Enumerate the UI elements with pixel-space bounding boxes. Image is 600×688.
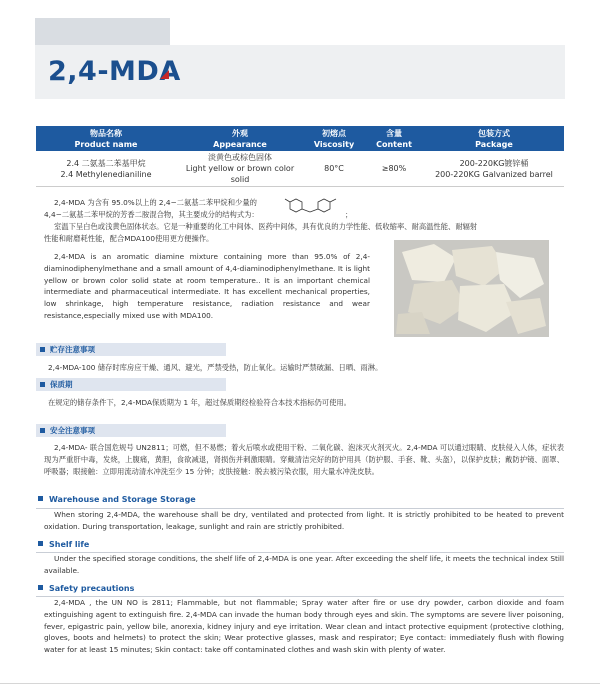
section-safety-cn-header: 安全注意事项 — [36, 424, 226, 437]
section-square-icon — [38, 541, 43, 546]
cell-product-name: 2.4 二氨基二苯基甲烷 2.4 Methylenedianiline — [36, 151, 176, 187]
cell-content: ≥80% — [364, 151, 424, 187]
section-square-icon — [38, 496, 43, 501]
header-product-name: 物品名称 Product name — [36, 126, 176, 151]
section-square-icon — [40, 428, 45, 433]
header-content: 含量 Content — [364, 126, 424, 151]
section-safety-en-text: 2,4-MDA , the UN NO is 2811; Flammable, but not flammable; Spray water after fire or use dry powder, carbon dioxide and foam extinguishing agent to extinguish fire. 2,4-MDA can invade the human body through eyes and skin. The symptoms are severe liver poisoning, fever, epigastric pain, yellow bile, anorexia, kidney injury and eye irritation. Wear clean and intact protective equipment (protective clothing, gloves, boots and helmets) to protect the skin; Wear protective glasses, mask and respirator; Eye contact: immediately flush with flowing water for at least 15 minutes; Skin contact: take off contaminated clothes and wash skin with plenty of water. — [44, 598, 564, 655]
section-storage-en-text: When storing 2,4-MDA, the warehouse shall be dry, ventilated and protected from light. It is strictly prohibited to be heated to prevent oxidation. During transportation, leakage, sunlight and rain are strictly prohibited. — [44, 510, 564, 531]
intro-cn-line-2-end: ； — [345, 210, 353, 219]
intro-cn-line-2: 4,4−二氨基二苯甲烷的芳香二胺混合物，其主要成分的结构式为： — [44, 210, 259, 219]
footer-line — [0, 683, 600, 684]
cell-appearance: 淡黄色或棕色固体 Light yellow or brown color solid — [176, 151, 304, 187]
product-photo — [394, 240, 549, 337]
section-storage-en-header: Warehouse and Storage Storage — [38, 494, 196, 506]
table-header-row — [36, 126, 564, 151]
table-row — [36, 151, 564, 187]
intro-en: 2,4-MDA is an aromatic diamine mixture containing more than 95.0% of 2,4-diaminodiphenylmethane and a small amount of 4,4-diaminodiphenylmethane. It is light yellow or brown color solid state at room temperature.. It is an important chemical intermediate and pharmaceutical intermediate. It has excellent mechanical properties, low shrinkage, high temperature resistance, radiation resistance and wear resistance,especially mixed use with MDA100. — [44, 252, 370, 320]
intro-cn-line-1: 2,4-MDA 为含有 95.0%以上的 2,4−二氨基二苯甲烷和少量的 — [54, 198, 257, 207]
page-title: 2,4-MDA — [48, 56, 181, 87]
intro-cn-line-4: 性能和耐磨耗性能，配合MDA100使用更方便操作。 — [44, 234, 214, 243]
header-package: 包装方式 Package — [424, 126, 564, 151]
section-shelf-en-header: Shelf life — [38, 539, 89, 551]
cell-viscosity: 80°C — [304, 151, 364, 187]
spec-table — [36, 126, 564, 187]
section-storage-cn-text: 2,4-MDA-100 储存时库房应干燥、通风、避光，严禁受热，防止氧化。运输时严禁破漏、日晒、雨淋。 — [48, 363, 383, 372]
section-shelf-cn-text: 在规定的储存条件下，2,4-MDA保质期为 1 年，超过保质期经检验符合本技术指标仍可使用。 — [48, 398, 351, 407]
section-square-icon — [38, 585, 43, 590]
section-shelf-en-text: Under the specified storage conditions, the shelf life of 2,4-MDA is one year. After exceeding the shelf life, it meets the technical index Still available. — [44, 554, 564, 575]
chemical-structure-icon — [280, 195, 344, 221]
section-safety-cn-text: 2,4-MDA- 联合国危规号 UN2811；可燃，但不易燃；着火后喷水或使用干粉、二氧化碳、泡沫灭火剂灭火。2,4-MDA 可以通过眼睛、皮肤侵入人体，症状表现为严重肝中毒，发烧，上腹痛，黄胆，食欲减退，肾损伤并刺激眼睛。穿戴清洁完好的防护用具（防护服、手套、靴、头盔），以保护皮肤；戴防护镜、面罩、呼吸器；眼接触：立即用流动清水冲洗至少 15 分钟；皮肤接触：脱去被污染衣服，用大量水冲洗皮肤。 — [44, 443, 564, 476]
header-appearance: 外观 Appearance — [176, 126, 304, 151]
title-accent-triangle — [160, 70, 169, 79]
section-square-icon — [40, 382, 45, 387]
section-square-icon — [40, 347, 45, 352]
section-storage-cn-header: 贮存注意事项 — [36, 343, 226, 356]
section-safety-en-header: Safety precautions — [38, 583, 134, 595]
header-viscosity: 初熔点 Viscosity — [304, 126, 364, 151]
intro-cn-line-3: 室温下呈白色或浅黄色固体状态。它是一种重要的化工中间体、医药中间体，具有优良的力学性能、低收缩率、耐高温性能、耐辐射 — [54, 222, 478, 231]
section-shelf-cn-header: 保质期 — [36, 378, 226, 391]
cell-package: 200-220KG镀锌桶 200-220KG Galvanized barrel — [424, 151, 564, 187]
